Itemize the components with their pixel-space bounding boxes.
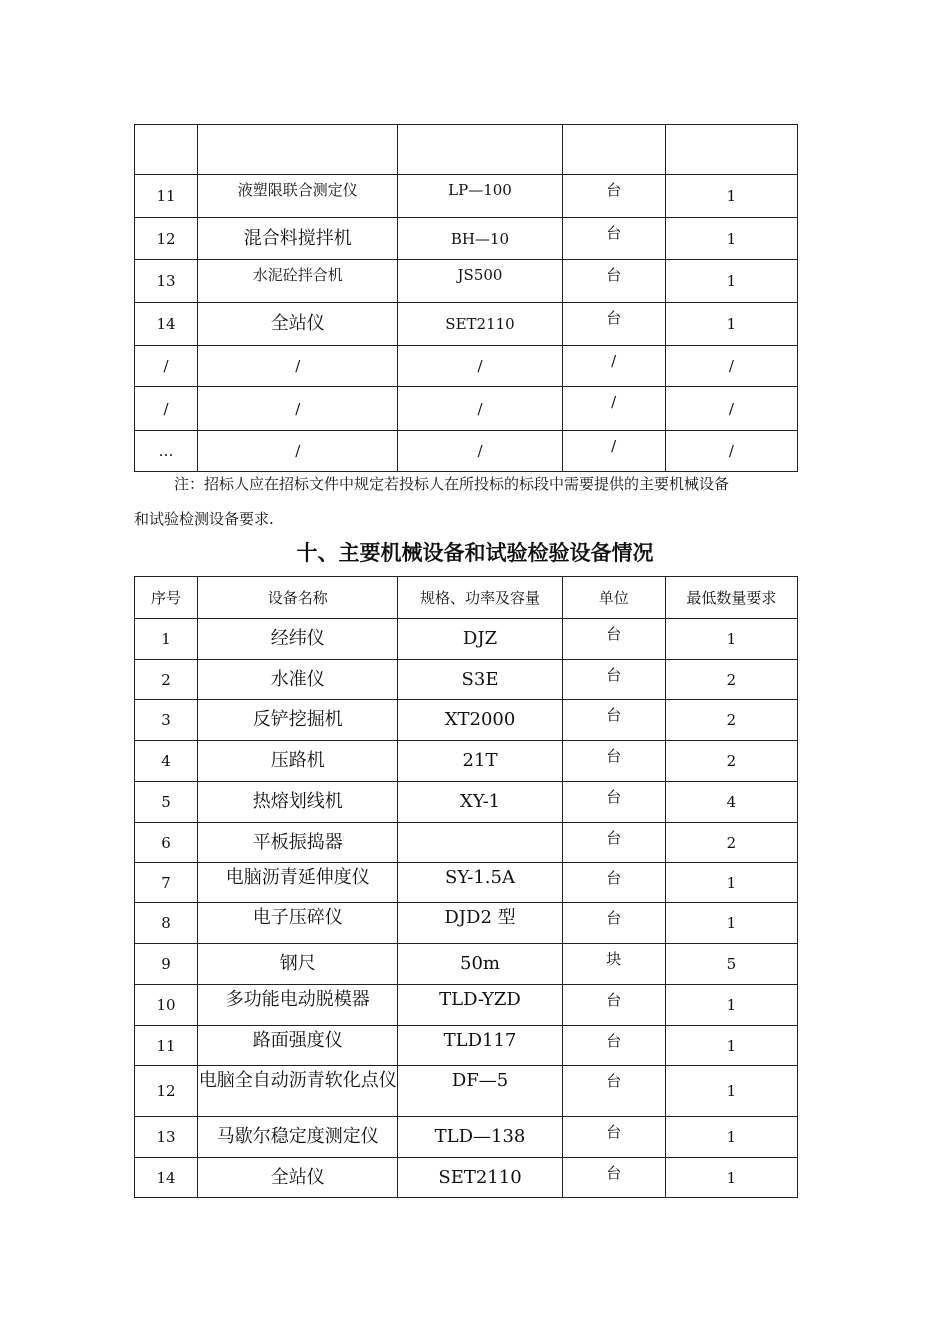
table-cell: 台 [562,1158,665,1198]
table-cell: 50m [398,944,562,985]
table-cell: … [135,431,198,472]
table-row [135,218,798,260]
table-row [135,387,798,431]
table-cell: 台 [562,619,665,660]
table-cell: 台 [562,741,665,782]
table-cell: 12 [135,218,198,260]
table-cell: / [198,431,398,472]
column-header: 规格、功率及容量 [398,577,562,619]
table-row [135,125,798,175]
table-cell: / [198,346,398,387]
table-cell: 11 [135,1026,198,1066]
table-cell: 全站仪 [198,303,398,346]
table-cell: 2 [135,660,198,700]
table-cell: 台 [562,303,665,346]
table-cell: JS500 [398,260,562,303]
table-cell: 13 [135,260,198,303]
table-row [135,660,798,700]
table-cell: / [398,387,562,431]
table-cell: 台 [562,1117,665,1158]
table-cell [665,125,797,175]
table-cell: 1 [665,1066,797,1117]
table-cell: / [135,346,198,387]
table-cell: BH—10 [398,218,562,260]
table-row [135,782,798,823]
table-row [135,985,798,1026]
table-row [135,903,798,944]
table-cell: 台 [562,700,665,741]
table-row [135,346,798,387]
table-cell: 台 [562,660,665,700]
table-cell: 台 [562,260,665,303]
table-cell [398,823,562,863]
column-header: 最低数量要求 [665,577,797,619]
table-cell: DJZ [398,619,562,660]
table-cell: 1 [665,985,797,1026]
table-cell: XY-1 [398,782,562,823]
table-row [135,944,798,985]
table-cell: 5 [135,782,198,823]
table-row [135,1026,798,1066]
table-cell: 水准仪 [198,660,398,700]
table-cell: 台 [562,863,665,903]
table-cell: 平板振捣器 [198,823,398,863]
table-cell: 7 [135,863,198,903]
table-cell: / [562,431,665,472]
table-cell: 14 [135,303,198,346]
table-cell: TLD—138 [398,1117,562,1158]
section-title: 十、主要机械设备和试验检验设备情况 [296,541,654,565]
table-cell: 1 [665,218,797,260]
table-cell: 液塑限联合测定仪 [198,175,398,218]
table-cell: 台 [562,903,665,944]
table-cell: 1 [135,619,198,660]
table-cell: / [562,387,665,431]
table-cell: 台 [562,985,665,1026]
table-cell: 1 [665,260,797,303]
table-cell [562,125,665,175]
table-cell: / [665,431,797,472]
table-cell: LP—100 [398,175,562,218]
table-cell: 1 [665,863,797,903]
table-cell: 1 [665,903,797,944]
table-row [135,260,798,303]
table-cell: DJD2 型 [398,903,562,944]
table-cell [135,125,198,175]
table-row [135,619,798,660]
table-row [135,431,798,472]
table-row [135,1066,798,1117]
table-cell: / [665,346,797,387]
note-line-2: 和试验检测设备要求. [134,510,274,528]
table-cell: 全站仪 [198,1158,398,1198]
table-cell: 混合料搅拌机 [198,218,398,260]
table-header-row [135,577,798,619]
column-header: 单位 [562,577,665,619]
table-cell: 3 [135,700,198,741]
table-cell: S3E [398,660,562,700]
table-cell: 8 [135,903,198,944]
table-cell: 台 [562,175,665,218]
table-cell: 4 [665,782,797,823]
table-cell: 路面强度仪 [198,1026,398,1066]
table-row [135,863,798,903]
table-cell: SY-1.5A [398,863,562,903]
table-cell: / [562,346,665,387]
table-cell: 9 [135,944,198,985]
table-cell: 2 [665,823,797,863]
table-cell: 电子压碎仪 [198,903,398,944]
table-cell: 马歇尔稳定度测定仪 [198,1117,398,1158]
table-cell: 11 [135,175,198,218]
equipment-table [134,576,798,1198]
table-cell: SET2110 [398,1158,562,1198]
table-cell: 14 [135,1158,198,1198]
table-cell: 21T [398,741,562,782]
table-cell: 4 [135,741,198,782]
table-cell: 反铲挖掘机 [198,700,398,741]
table-cell: 水泥砼拌合机 [198,260,398,303]
table-cell: 电脑沥青延伸度仪 [198,863,398,903]
table-cell: / [135,387,198,431]
table-row [135,1158,798,1198]
table-cell: 13 [135,1117,198,1158]
table-row [135,1117,798,1158]
table-cell: TLD-YZD [398,985,562,1026]
table-cell: 1 [665,1117,797,1158]
table-cell: 钢尺 [198,944,398,985]
table-cell: 多功能电动脱模器 [198,985,398,1026]
table-cell: 1 [665,175,797,218]
table-cell: 块 [562,944,665,985]
table-row [135,700,798,741]
table-cell: 1 [665,1158,797,1198]
table-cell: 台 [562,1066,665,1117]
table-row [135,175,798,218]
table-cell: 台 [562,782,665,823]
table-row [135,303,798,346]
table-cell: 5 [665,944,797,985]
table-cell: 经纬仪 [198,619,398,660]
table-cell: 台 [562,1026,665,1066]
table-cell: XT2000 [398,700,562,741]
table-cell: / [665,387,797,431]
table-cell: 10 [135,985,198,1026]
table-cell: 6 [135,823,198,863]
table-cell: 2 [665,700,797,741]
table-cell [398,125,562,175]
table-cell: / [398,431,562,472]
table-row [135,823,798,863]
table-cell: 台 [562,823,665,863]
table-cell: 1 [665,303,797,346]
table-cell: / [198,387,398,431]
equipment-table-continued [134,124,798,472]
column-header: 序号 [135,577,198,619]
table-cell: 1 [665,1026,797,1066]
table-cell: 2 [665,741,797,782]
table-cell [198,125,398,175]
table-cell: / [398,346,562,387]
table-row [135,741,798,782]
table-cell: 热熔划线机 [198,782,398,823]
table-cell: 12 [135,1066,198,1117]
table-cell: 2 [665,660,797,700]
table-cell: DF—5 [398,1066,562,1117]
table-cell: 1 [665,619,797,660]
table-cell: SET2110 [398,303,562,346]
note-line-1: 注：招标人应在招标文件中规定若投标人在所投标的标段中需要提供的主要机械设备 [174,475,730,493]
column-header: 设备名称 [198,577,398,619]
table-cell: 压路机 [198,741,398,782]
table-cell: 电脑全自动沥青软化点仪 [198,1066,398,1117]
table-cell: TLD117 [398,1026,562,1066]
table-cell: 台 [562,218,665,260]
